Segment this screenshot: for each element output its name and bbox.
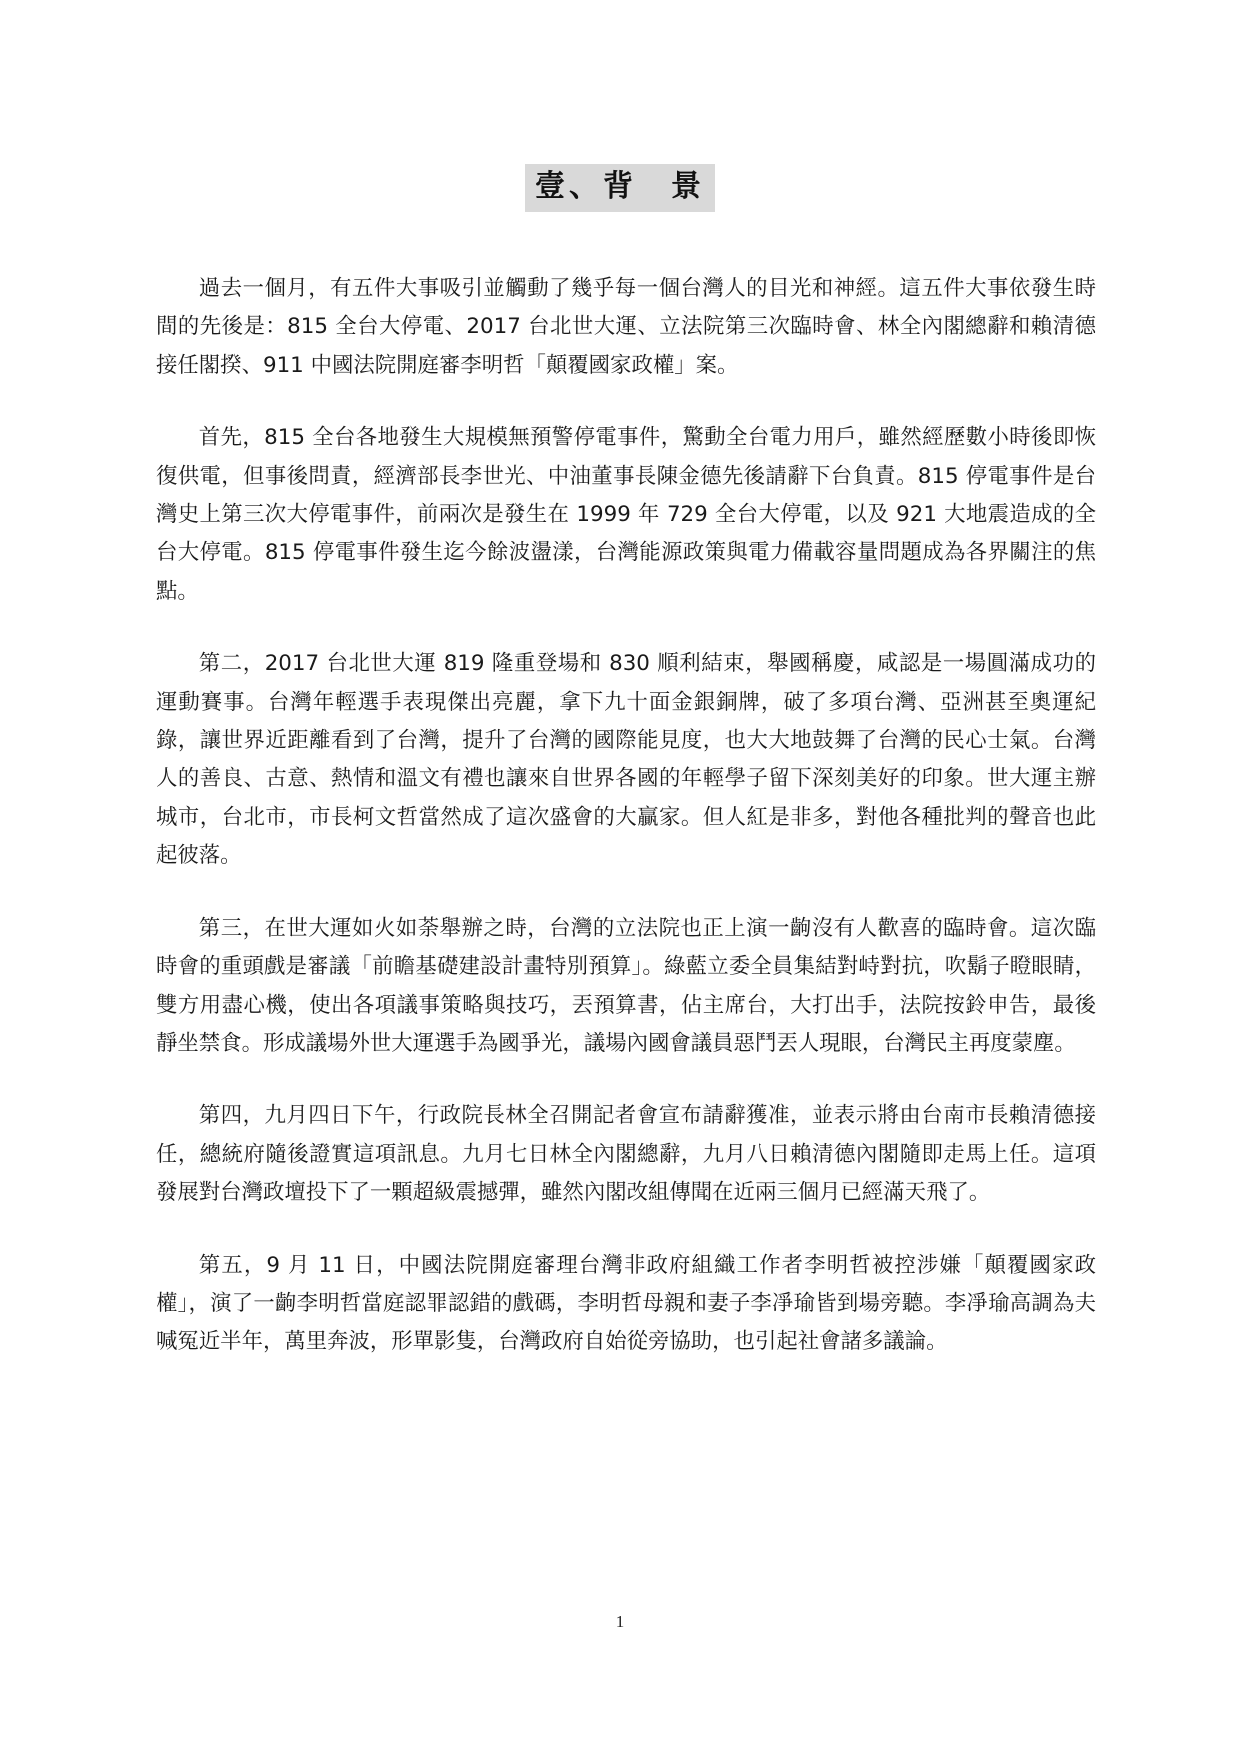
paragraph-first-event: 首先，815 全台各地發生大規模無預警停電事件，驚動全台電力用戶，雖然經歷數小時後即恢復供電，但事後問責，經濟部長李世光、中油董事長陳金德先後請辭下台負責。815 停電事件是台灣史上第三次大停電事件，前兩次是發生在 1999 年 729 全台大停電，以及 921 大地震造成的全台大停電。815 停電事件發生迄今餘波盪漾，台灣能源政策與電力備載容量問題成為各界關注的焦點。 [156, 425, 1096, 604]
paragraph-fifth-event: 第五，9 月 11 日，中國法院開庭審理台灣非政府組織工作者李明哲被控涉嫌「顛覆國家政權」，演了一齣李明哲當庭認罪認錯的戲碼，李明哲母親和妻子李凈瑜皆到場旁聽。李凈瑜高調為夫喊冤近半年，萬里奔波，形單影隻，台灣政府自始從旁協助，也引起社會諸多議論。 [156, 1252, 1096, 1355]
section-title: 壹、背 景 [525, 164, 715, 212]
paragraph-second-event: 第二，2017 台北世大運 819 隆重登場和 830 順利結束，舉國稱慶，咸認是一場圓滿成功的運動賽事。台灣年輕選手表現傑出亮麗，拿下九十面金銀銅牌，破了多項台灣、亞洲甚至奧運紀錄，讓世界近距離看到了台灣，提升了台灣的國際能見度，也大大地鼓舞了台灣的民心士氣。台灣人的善良、古意、熱情和溫文有禮也讓來自世界各國的年輕學子留下深刻美好的印象。世大運主辦城市，台北市，市長柯文哲當然成了這次盛會的大贏家。但人紅是非多，對他各種批判的聲音也此起彼落。 [156, 651, 1096, 869]
paragraph-third-event: 第三，在世大運如火如荼舉辦之時，台灣的立法院也正上演一齣沒有人歡喜的臨時會。這次臨時會的重頭戲是審議「前瞻基礎建設計畫特別預算」。綠藍立委全員集結對峙對抗，吹鬍子瞪眼睛，雙方用盡心機，使出各項議事策略與技巧，丟預算書，佔主席台，大打出手，法院按鈴申告，最後靜坐禁食。形成議場外世大運選手為國爭光，議場內國會議員惡鬥丟人現眼，台灣民主再度蒙塵。 [156, 915, 1096, 1056]
paragraph-fourth-event: 第四，九月四日下午，行政院長林全召開記者會宣布請辭獲准，並表示將由台南市長賴清德接任，總統府隨後證實這項訊息。九月七日林全內閣總辭，九月八日賴清德內閣隨即走馬上任。這項發展對台灣政壇投下了一顆超級震撼彈，雖然內閣改組傳聞在近兩三個月已經滿天飛了。 [156, 1103, 1096, 1206]
paragraph-intro: 過去一個月，有五件大事吸引並觸動了幾乎每一個台灣人的目光和神經。這五件大事依發生時間的先後是：815 全台大停電、2017 台北世大運、立法院第三次臨時會、林全內閣總辭和賴清德接任閣揆、911 中國法院開庭審李明哲「顛覆國家政權」案。 [156, 276, 1096, 378]
document-body [156, 270, 1096, 1396]
page-number: 1 [615, 1612, 625, 1631]
section-heading-wrap [0, 164, 1240, 212]
